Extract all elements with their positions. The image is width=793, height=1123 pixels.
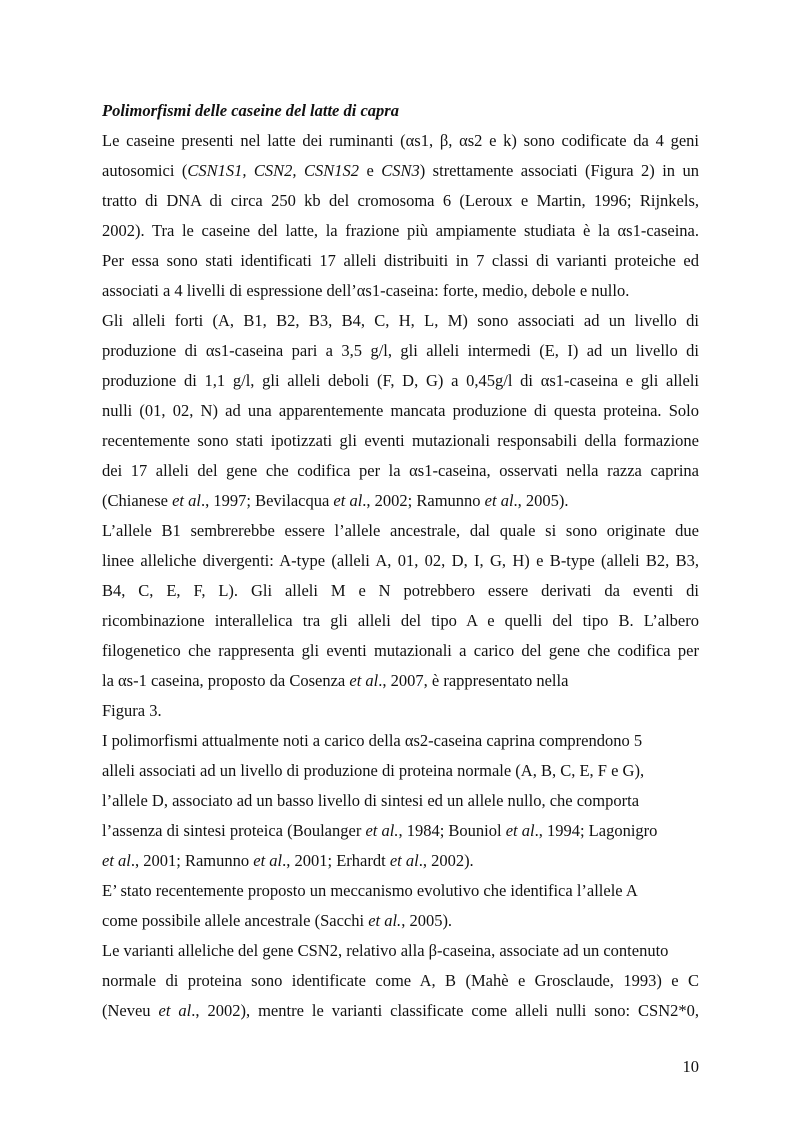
body-line: produzione di 1,1 g/l, gli alleli deboli (F, D, G) a 0,45g/l di αs1-caseina e gli alleli [102,371,699,390]
body-line: L’allele B1 sembrerebbe essere l’allele ancestrale, dal quale si sono originate due [102,521,699,540]
body-line: Per essa sono stati identificati 17 alleli distribuiti in 7 classi di varianti proteiche ed [102,251,699,270]
body-line: l’assenza di sintesi proteica (Boulanger et al., 1984; Bouniol et al., 1994; Lagonigro [102,821,658,840]
body-line: Le varianti alleliche del gene CSN2, relativo alla β-caseina, associate ad un contenuto [102,941,669,960]
body-line: filogenetico che rappresenta gli eventi mutazionali a carico del gene che codifica per [102,641,699,660]
body-line: la αs-1 caseina, proposto da Cosenza et al., 2007, è rappresentato nella [102,671,569,690]
body-line: 2002). Tra le caseine del latte, la frazione più ampiamente studiata è la αs1-caseina. [102,221,699,240]
body-line: Figura 3. [102,701,162,720]
body-line: I polimorfismi attualmente noti a carico della αs2-caseina caprina comprendono 5 [102,731,643,750]
body-line: linee alleliche divergenti: A-type (alleli A, 01, 02, D, I, G, H) e B-type (alleli B2, B3, [102,551,699,570]
body-line: alleli associati ad un livello di produzione di proteina normale (A, B, C, E, F e G), [102,761,645,780]
body-line: E’ stato recentemente proposto un meccanismo evolutivo che identifica l’allele A [102,881,638,900]
body-line: (Neveu et al., 2002), mentre le varianti classificate come alleli nulli sono: CSN2*0, [102,1001,699,1020]
body-line: B4, C, E, F, L). Gli alleli M e N potrebbero essere derivati da eventi di [102,581,699,600]
body-line: normale di proteina sono identificate come A, B (Mahè e Grosclaude, 1993) e C [102,971,699,990]
body-line: tratto di DNA di circa 250 kb del cromosoma 6 (Leroux e Martin, 1996; Rijnkels, [102,191,699,210]
body-line: autosomici (CSN1S1, CSN2, CSN1S2 e CSN3) strettamente associati (Figura 2) in un [102,161,699,180]
body-line: Gli alleli forti (A, B1, B2, B3, B4, C, H, L, M) sono associati ad un livello di [102,311,699,330]
body-line: l’allele D, associato ad un basso livello di sintesi ed un allele nullo, che comporta [102,791,640,810]
body-line: dei 17 alleli del gene che codifica per la αs1-caseina, osservati nella razza caprina [102,461,699,480]
body-line: come possibile allele ancestrale (Sacchi et al., 2005). [102,911,453,930]
body-line: Le caseine presenti nel latte dei ruminanti (αs1, β, αs2 e k) sono codificate da 4 geni [102,131,699,150]
body-line: nulli (01, 02, N) ad una apparentemente mancata produzione di questa proteina. Solo [102,401,699,420]
body-line: associati a 4 livelli di espressione dell’αs1-caseina: forte, medio, debole e nullo. [102,281,630,300]
body-line: recentemente sono stati ipotizzati gli eventi mutazionali responsabili della formazione [102,431,699,450]
body-line: produzione di αs1-caseina pari a 3,5 g/l, gli alleli intermedi (E, I) ad un livello di [102,341,699,360]
body-line: et al., 2001; Ramunno et al., 2001; Erhardt et al., 2002). [102,851,474,870]
page-number: 10 [682,1057,699,1076]
section-heading: Polimorfismi delle caseine del latte di capra [102,101,399,120]
body-line: ricombinazione interallelica tra gli alleli del tipo A e quelli del tipo B. L’albero [102,611,699,630]
body-line: (Chianese et al., 1997; Bevilacqua et al., 2002; Ramunno et al., 2005). [102,491,569,510]
